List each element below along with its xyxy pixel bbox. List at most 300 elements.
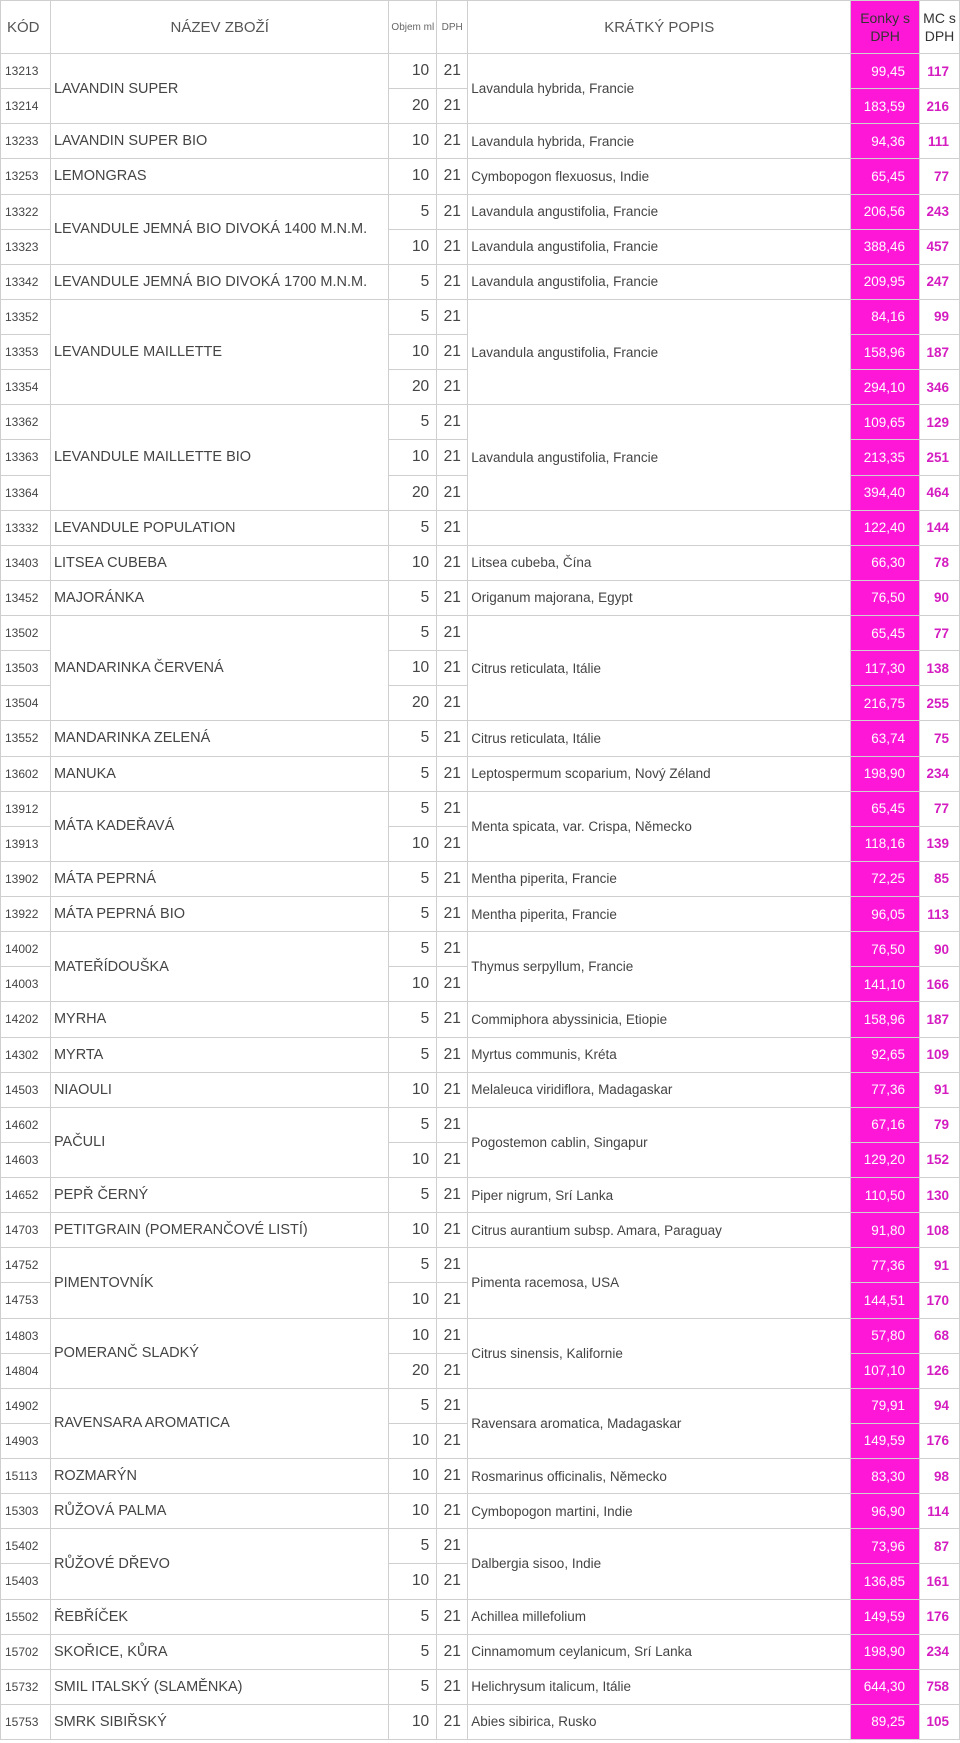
volume-ml: 5	[389, 756, 437, 791]
volume-ml: 5	[389, 1107, 437, 1142]
volume-ml: 5	[389, 510, 437, 545]
table-row	[1, 1178, 960, 1213]
volume-ml: 10	[389, 440, 437, 475]
eonky-price: 89,25	[851, 1704, 920, 1739]
eonky-price: 107,10	[851, 1353, 920, 1388]
short-description: Origanum majorana, Egypt	[468, 580, 851, 615]
short-description: Cinnamomum ceylanicum, Srí Lanka	[468, 1634, 851, 1669]
product-name: MANUKA	[50, 756, 389, 791]
eonky-price: 66,30	[851, 545, 920, 580]
product-name: PEPŘ ČERNÝ	[50, 1178, 389, 1213]
mc-price: 176	[920, 1423, 960, 1458]
eonky-price: 198,90	[851, 756, 920, 791]
eonky-price: 110,50	[851, 1178, 920, 1213]
volume-ml: 10	[389, 1072, 437, 1107]
vat-rate: 21	[437, 721, 468, 756]
eonky-price: 96,90	[851, 1494, 920, 1529]
volume-ml: 10	[389, 651, 437, 686]
volume-ml: 10	[389, 159, 437, 194]
vat-rate: 21	[437, 1248, 468, 1283]
mc-price: 98	[920, 1459, 960, 1494]
eonky-price: 149,59	[851, 1599, 920, 1634]
mc-price: 77	[920, 159, 960, 194]
mc-price: 90	[920, 932, 960, 967]
volume-ml: 20	[389, 686, 437, 721]
mc-price: 75	[920, 721, 960, 756]
mc-price: 111	[920, 124, 960, 159]
vat-rate: 21	[437, 1388, 468, 1423]
short-description: Helichrysum italicum, Itálie	[468, 1669, 851, 1704]
vat-rate: 21	[437, 194, 468, 229]
table-row	[1, 159, 960, 194]
short-description: Cymbopogon martini, Indie	[468, 1494, 851, 1529]
mc-price: 129	[920, 405, 960, 440]
table-row	[1, 1529, 960, 1564]
product-code: 15732	[1, 1669, 51, 1704]
mc-price: 457	[920, 229, 960, 264]
mc-price: 91	[920, 1248, 960, 1283]
product-name: LEVANDULE JEMNÁ BIO DIVOKÁ 1700 M.N.M.	[50, 264, 389, 299]
eonky-price: 65,45	[851, 616, 920, 651]
vat-rate: 21	[437, 1037, 468, 1072]
product-code: 15502	[1, 1599, 51, 1634]
vat-rate: 21	[437, 967, 468, 1002]
vat-rate: 21	[437, 932, 468, 967]
short-description: Lavandula angustifolia, Francie	[468, 194, 851, 229]
short-description: Lavandula angustifolia, Francie	[468, 405, 851, 510]
table-row	[1, 510, 960, 545]
eonky-price: 65,45	[851, 159, 920, 194]
table-row	[1, 1599, 960, 1634]
short-description: Lavandula hybrida, Francie	[468, 124, 851, 159]
volume-ml: 5	[389, 1669, 437, 1704]
product-code: 13323	[1, 229, 51, 264]
volume-ml: 5	[389, 791, 437, 826]
vat-rate: 21	[437, 1178, 468, 1213]
mc-price: 234	[920, 756, 960, 791]
volume-ml: 10	[389, 335, 437, 370]
table-row	[1, 1037, 960, 1072]
vat-rate: 21	[437, 826, 468, 861]
product-code: 13214	[1, 89, 51, 124]
product-name: MYRHA	[50, 1002, 389, 1037]
short-description: Dalbergia sisoo, Indie	[468, 1529, 851, 1599]
vat-rate: 21	[437, 124, 468, 159]
product-code: 13552	[1, 721, 51, 756]
eonky-price: 94,36	[851, 124, 920, 159]
table-row	[1, 756, 960, 791]
table-row	[1, 264, 960, 299]
table-row	[1, 1213, 960, 1248]
vat-rate: 21	[437, 1669, 468, 1704]
product-name: MÁTA PEPRNÁ	[50, 861, 389, 896]
product-code: 13233	[1, 124, 51, 159]
product-code: 15402	[1, 1529, 51, 1564]
volume-ml: 10	[389, 1459, 437, 1494]
volume-ml: 5	[389, 264, 437, 299]
product-code: 13322	[1, 194, 51, 229]
short-description: Lavandula angustifolia, Francie	[468, 229, 851, 264]
short-description: Cymbopogon flexuosus, Indie	[468, 159, 851, 194]
vat-rate: 21	[437, 1494, 468, 1529]
short-description: Commiphora abyssinicia, Etiopie	[468, 1002, 851, 1037]
volume-ml: 5	[389, 861, 437, 896]
mc-price: 126	[920, 1353, 960, 1388]
volume-ml: 10	[389, 1494, 437, 1529]
product-code: 13364	[1, 475, 51, 510]
product-code: 13253	[1, 159, 51, 194]
product-name: MYRTA	[50, 1037, 389, 1072]
vat-rate: 21	[437, 1353, 468, 1388]
header-vat: DPH	[437, 1, 468, 54]
eonky-price: 72,25	[851, 861, 920, 896]
product-code: 13902	[1, 861, 51, 896]
header-description: KRÁTKÝ POPIS	[468, 1, 851, 54]
volume-ml: 10	[389, 1704, 437, 1739]
eonky-price: 76,50	[851, 932, 920, 967]
table-row	[1, 1388, 960, 1423]
mc-price: 152	[920, 1142, 960, 1177]
mc-price: 85	[920, 861, 960, 896]
product-code: 13503	[1, 651, 51, 686]
short-description: Lavandula hybrida, Francie	[468, 54, 851, 124]
header-volume: Objem ml	[389, 1, 437, 54]
short-description: Citrus reticulata, Itálie	[468, 616, 851, 721]
product-code: 13602	[1, 756, 51, 791]
mc-price: 113	[920, 897, 960, 932]
short-description: Lavandula angustifolia, Francie	[468, 299, 851, 404]
short-description: Mentha piperita, Francie	[468, 897, 851, 932]
table-row	[1, 1704, 960, 1739]
volume-ml: 5	[389, 580, 437, 615]
product-name: MANDARINKA ZELENÁ	[50, 721, 389, 756]
vat-rate: 21	[437, 1459, 468, 1494]
eonky-price: 213,35	[851, 440, 920, 475]
table-row	[1, 1634, 960, 1669]
volume-ml: 20	[389, 475, 437, 510]
mc-price: 105	[920, 1704, 960, 1739]
vat-rate: 21	[437, 1318, 468, 1353]
mc-price: 758	[920, 1669, 960, 1704]
mc-price: 139	[920, 826, 960, 861]
short-description: Ravensara aromatica, Madagaskar	[468, 1388, 851, 1458]
mc-price: 144	[920, 510, 960, 545]
product-code: 14752	[1, 1248, 51, 1283]
table-row	[1, 932, 960, 967]
product-name: RAVENSARA AROMATICA	[50, 1388, 389, 1458]
eonky-price: 129,20	[851, 1142, 920, 1177]
table-row	[1, 405, 960, 440]
product-name: LEVANDULE MAILLETTE BIO	[50, 405, 389, 510]
eonky-price: 79,91	[851, 1388, 920, 1423]
mc-price: 87	[920, 1529, 960, 1564]
eonky-price: 158,96	[851, 335, 920, 370]
eonky-price: 209,95	[851, 264, 920, 299]
product-name: MAJORÁNKA	[50, 580, 389, 615]
table-row	[1, 721, 960, 756]
volume-ml: 10	[389, 1423, 437, 1458]
vat-rate: 21	[437, 54, 468, 89]
volume-ml: 10	[389, 1142, 437, 1177]
product-code: 14002	[1, 932, 51, 967]
short-description: Leptospermum scoparium, Nový Zéland	[468, 756, 851, 791]
table-row	[1, 861, 960, 896]
volume-ml: 5	[389, 1002, 437, 1037]
eonky-price: 91,80	[851, 1213, 920, 1248]
product-code: 13912	[1, 791, 51, 826]
product-code: 15702	[1, 1634, 51, 1669]
product-code: 14902	[1, 1388, 51, 1423]
eonky-price: 109,65	[851, 405, 920, 440]
product-code: 13362	[1, 405, 51, 440]
product-name: ROZMARÝN	[50, 1459, 389, 1494]
volume-ml: 5	[389, 1599, 437, 1634]
eonky-price: 198,90	[851, 1634, 920, 1669]
eonky-price: 67,16	[851, 1107, 920, 1142]
volume-ml: 10	[389, 826, 437, 861]
mc-price: 243	[920, 194, 960, 229]
mc-price: 130	[920, 1178, 960, 1213]
product-code: 14602	[1, 1107, 51, 1142]
product-name: POMERANČ SLADKÝ	[50, 1318, 389, 1388]
product-code: 14803	[1, 1318, 51, 1353]
mc-price: 78	[920, 545, 960, 580]
table-row	[1, 1459, 960, 1494]
eonky-price: 57,80	[851, 1318, 920, 1353]
mc-price: 346	[920, 370, 960, 405]
mc-price: 108	[920, 1213, 960, 1248]
short-description: Litsea cubeba, Čína	[468, 545, 851, 580]
product-code: 13922	[1, 897, 51, 932]
mc-price: 187	[920, 1002, 960, 1037]
mc-price: 68	[920, 1318, 960, 1353]
table-row	[1, 1002, 960, 1037]
product-name: PAČULI	[50, 1107, 389, 1177]
vat-rate: 21	[437, 756, 468, 791]
eonky-price: 73,96	[851, 1529, 920, 1564]
product-name: LEVANDULE MAILLETTE	[50, 299, 389, 404]
vat-rate: 21	[437, 299, 468, 334]
vat-rate: 21	[437, 475, 468, 510]
product-name: MATEŘÍDOUŠKA	[50, 932, 389, 1002]
product-code: 14503	[1, 1072, 51, 1107]
eonky-price: 644,30	[851, 1669, 920, 1704]
eonky-price: 183,59	[851, 89, 920, 124]
mc-price: 99	[920, 299, 960, 334]
product-code: 14903	[1, 1423, 51, 1458]
short-description: Mentha piperita, Francie	[468, 861, 851, 896]
product-name: NIAOULI	[50, 1072, 389, 1107]
product-name: MANDARINKA ČERVENÁ	[50, 616, 389, 721]
eonky-price: 76,50	[851, 580, 920, 615]
vat-rate: 21	[437, 1213, 468, 1248]
table-row	[1, 1072, 960, 1107]
product-code: 14603	[1, 1142, 51, 1177]
vat-rate: 21	[437, 229, 468, 264]
table-row	[1, 616, 960, 651]
eonky-price: 388,46	[851, 229, 920, 264]
eonky-price: 144,51	[851, 1283, 920, 1318]
eonky-price: 63,74	[851, 721, 920, 756]
table-row	[1, 54, 960, 89]
mc-price: 161	[920, 1564, 960, 1599]
volume-ml: 5	[389, 616, 437, 651]
product-name: ŘEBŘÍČEK	[50, 1599, 389, 1634]
vat-rate: 21	[437, 545, 468, 580]
short-description: Pogostemon cablin, Singapur	[468, 1107, 851, 1177]
product-name: SMIL ITALSKÝ (SLAMĚNKA)	[50, 1669, 389, 1704]
mc-price: 234	[920, 1634, 960, 1669]
volume-ml: 10	[389, 229, 437, 264]
eonky-price: 149,59	[851, 1423, 920, 1458]
product-code: 13352	[1, 299, 51, 334]
table-row	[1, 299, 960, 334]
product-code: 14202	[1, 1002, 51, 1037]
vat-rate: 21	[437, 616, 468, 651]
product-name: RŮŽOVÉ DŘEVO	[50, 1529, 389, 1599]
eonky-price: 99,45	[851, 54, 920, 89]
vat-rate: 21	[437, 651, 468, 686]
volume-ml: 20	[389, 1353, 437, 1388]
eonky-price: 96,05	[851, 897, 920, 932]
eonky-price: 117,30	[851, 651, 920, 686]
eonky-price: 158,96	[851, 1002, 920, 1037]
header-mc-price: MC s DPH	[920, 1, 960, 54]
mc-price: 79	[920, 1107, 960, 1142]
product-code: 13354	[1, 370, 51, 405]
vat-rate: 21	[437, 861, 468, 896]
mc-price: 109	[920, 1037, 960, 1072]
product-name: LITSEA CUBEBA	[50, 545, 389, 580]
product-name: SMRK SIBIŘSKÝ	[50, 1704, 389, 1739]
table-row	[1, 897, 960, 932]
vat-rate: 21	[437, 1423, 468, 1458]
volume-ml: 10	[389, 1283, 437, 1318]
table-row	[1, 791, 960, 826]
volume-ml: 5	[389, 1634, 437, 1669]
volume-ml: 10	[389, 1564, 437, 1599]
volume-ml: 5	[389, 1248, 437, 1283]
volume-ml: 5	[389, 1178, 437, 1213]
short-description: Citrus sinensis, Kalifornie	[468, 1318, 851, 1388]
eonky-price: 84,16	[851, 299, 920, 334]
volume-ml: 5	[389, 1529, 437, 1564]
product-code: 14753	[1, 1283, 51, 1318]
table-row	[1, 1248, 960, 1283]
eonky-price: 65,45	[851, 791, 920, 826]
volume-ml: 10	[389, 124, 437, 159]
mc-price: 90	[920, 580, 960, 615]
short-description: Abies sibirica, Rusko	[468, 1704, 851, 1739]
vat-rate: 21	[437, 580, 468, 615]
product-code: 13213	[1, 54, 51, 89]
vat-rate: 21	[437, 159, 468, 194]
short-description: Achillea millefolium	[468, 1599, 851, 1634]
vat-rate: 21	[437, 1107, 468, 1142]
table-row	[1, 124, 960, 159]
product-code: 13504	[1, 686, 51, 721]
short-description: Thymus serpyllum, Francie	[468, 932, 851, 1002]
short-description: Lavandula angustifolia, Francie	[468, 264, 851, 299]
table-row	[1, 194, 960, 229]
short-description: Citrus aurantium subsp. Amara, Paraguay	[468, 1213, 851, 1248]
product-name: LEVANDULE JEMNÁ BIO DIVOKÁ 1400 M.N.M.	[50, 194, 389, 264]
eonky-price: 77,36	[851, 1248, 920, 1283]
short-description: Piper nigrum, Srí Lanka	[468, 1178, 851, 1213]
mc-price: 91	[920, 1072, 960, 1107]
product-name: RŮŽOVÁ PALMA	[50, 1494, 389, 1529]
short-description: Menta spicata, var. Crispa, Německo	[468, 791, 851, 861]
volume-ml: 20	[389, 370, 437, 405]
product-name: MÁTA PEPRNÁ BIO	[50, 897, 389, 932]
volume-ml: 5	[389, 721, 437, 756]
product-name: LEMONGRAS	[50, 159, 389, 194]
short-description: Citrus reticulata, Itálie	[468, 721, 851, 756]
product-code: 15303	[1, 1494, 51, 1529]
product-name: SKOŘICE, KŮRA	[50, 1634, 389, 1669]
product-name: LEVANDULE POPULATION	[50, 510, 389, 545]
mc-price: 251	[920, 440, 960, 475]
short-description	[468, 510, 851, 545]
volume-ml: 10	[389, 967, 437, 1002]
volume-ml: 5	[389, 1388, 437, 1423]
product-code: 13353	[1, 335, 51, 370]
product-code: 15403	[1, 1564, 51, 1599]
eonky-price: 206,56	[851, 194, 920, 229]
product-code: 13342	[1, 264, 51, 299]
eonky-price: 294,10	[851, 370, 920, 405]
vat-rate: 21	[437, 405, 468, 440]
eonky-price: 141,10	[851, 967, 920, 1002]
product-code: 13403	[1, 545, 51, 580]
vat-rate: 21	[437, 1599, 468, 1634]
mc-price: 247	[920, 264, 960, 299]
product-name: MÁTA KADEŘAVÁ	[50, 791, 389, 861]
product-code: 13332	[1, 510, 51, 545]
vat-rate: 21	[437, 1529, 468, 1564]
vat-rate: 21	[437, 791, 468, 826]
volume-ml: 10	[389, 54, 437, 89]
eonky-price: 77,36	[851, 1072, 920, 1107]
header-code: KÓD	[1, 1, 51, 54]
vat-rate: 21	[437, 1002, 468, 1037]
short-description: Rosmarinus officinalis, Německo	[468, 1459, 851, 1494]
product-code: 13502	[1, 616, 51, 651]
mc-price: 255	[920, 686, 960, 721]
mc-price: 216	[920, 89, 960, 124]
mc-price: 187	[920, 335, 960, 370]
volume-ml: 20	[389, 89, 437, 124]
header-row	[1, 1, 960, 54]
product-code: 13913	[1, 826, 51, 861]
eonky-price: 394,40	[851, 475, 920, 510]
mc-price: 77	[920, 791, 960, 826]
mc-price: 117	[920, 54, 960, 89]
eonky-price: 122,40	[851, 510, 920, 545]
price-table-body	[1, 54, 960, 1740]
mc-price: 138	[920, 651, 960, 686]
product-code: 15113	[1, 1459, 51, 1494]
product-code: 14652	[1, 1178, 51, 1213]
product-code: 14703	[1, 1213, 51, 1248]
product-name: PETITGRAIN (POMERANČOVÉ LISTÍ)	[50, 1213, 389, 1248]
volume-ml: 5	[389, 405, 437, 440]
mc-price: 77	[920, 616, 960, 651]
short-description: Myrtus communis, Kréta	[468, 1037, 851, 1072]
table-row	[1, 1318, 960, 1353]
header-eonky-price: Eonky s DPH	[851, 1, 920, 54]
eonky-price: 118,16	[851, 826, 920, 861]
